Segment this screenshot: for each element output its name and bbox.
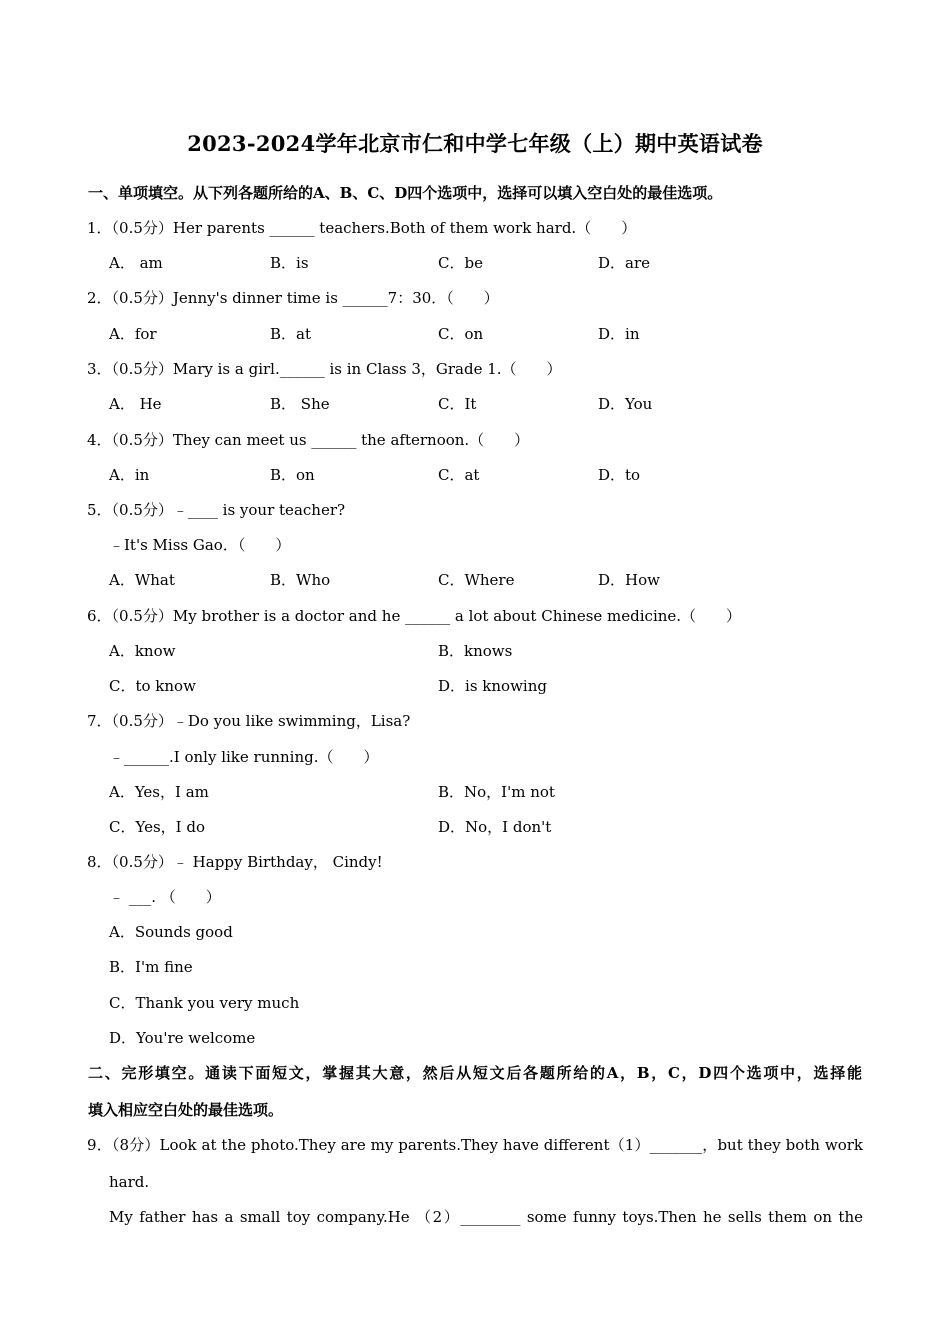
question-6-option-c: C．to know bbox=[109, 677, 196, 695]
question-1-option-b: B．is bbox=[270, 254, 309, 272]
question-1-option-c: C．be bbox=[438, 254, 483, 272]
question-3-stem: 3．（0.5分）Mary is a girl.______ is in Class 3，Grade 1.（ ） bbox=[87, 360, 562, 378]
section-2-heading-cont: 填入相应空白处的最佳选项。 bbox=[88, 1101, 284, 1119]
question-8-option-a: A．Sounds good bbox=[109, 923, 233, 941]
question-3-option-b: B． She bbox=[270, 395, 330, 413]
question-4-option-b: B．on bbox=[270, 466, 315, 484]
question-9-passage-line-3: My father has a small toy company.He （2）________ some funny toys.Then he sells them on the bbox=[109, 1208, 863, 1226]
question-6-option-d: D．is knowing bbox=[438, 677, 547, 695]
question-2-option-d: D．in bbox=[598, 325, 640, 343]
question-5-option-d: D．How bbox=[598, 571, 660, 589]
question-4-option-c: C．at bbox=[438, 466, 480, 484]
question-6-option-a: A．know bbox=[109, 642, 176, 660]
question-1-option-d: D．are bbox=[598, 254, 651, 272]
question-5-response: ﹣It's Miss Gao．（ ） bbox=[109, 536, 291, 554]
question-1-stem: 1．（0.5分）Her parents ______ teachers.Both of them work hard.（ ） bbox=[87, 219, 637, 237]
question-7-option-a: A．Yes，I am bbox=[109, 783, 209, 801]
question-8-option-c: C．Thank you very much bbox=[109, 994, 300, 1012]
question-8-option-d: D．You're welcome bbox=[109, 1029, 256, 1047]
question-7-option-d: D．No，I don't bbox=[438, 818, 552, 836]
question-7-stem: 7．（0.5分）﹣Do you like swimming，Lisa? bbox=[87, 712, 411, 730]
question-2-stem: 2．（0.5分）Jenny's dinner time is ______7：30．（ ） bbox=[87, 289, 499, 307]
question-2-option-c: C．on bbox=[438, 325, 484, 343]
question-6-stem: 6．（0.5分）My brother is a doctor and he ______ a lot about Chinese medicine.（ ） bbox=[87, 607, 742, 625]
question-1-option-a: A． am bbox=[109, 254, 163, 272]
question-8-option-b: B．I'm fine bbox=[109, 958, 193, 976]
question-7-response: ﹣______.I only like running.（ ） bbox=[109, 748, 379, 766]
question-4-option-d: D．to bbox=[598, 466, 641, 484]
section-2-heading: 二、完形填空。通读下面短文，掌握其大意，然后从短文后各题所给的A，B，C，D四个选项中，选择能 bbox=[88, 1064, 862, 1082]
question-4-option-a: A．in bbox=[109, 466, 150, 484]
question-3-option-c: C．It bbox=[438, 395, 477, 413]
question-2-option-b: B．at bbox=[270, 325, 311, 343]
question-9-passage-line-2: hard. bbox=[109, 1173, 150, 1191]
question-3-option-d: D．You bbox=[598, 395, 653, 413]
question-6-option-b: B．knows bbox=[438, 642, 513, 660]
question-7-option-b: B．No，I'm not bbox=[438, 783, 555, 801]
question-8-response: ﹣ ___. （ ） bbox=[109, 888, 221, 906]
question-8-stem: 8．（0.5分）﹣ Happy Birthday， Cindy! bbox=[87, 853, 383, 871]
question-4-stem: 4．（0.5分）They can meet us ______ the afternoon.（ ） bbox=[87, 431, 530, 449]
question-5-option-a: A．What bbox=[109, 571, 175, 589]
question-5-option-c: C．Where bbox=[438, 571, 515, 589]
question-3-option-a: A． He bbox=[109, 395, 162, 413]
section-1-heading: 一、单项填空。从下列各题所给的A、B、C、D四个选项中，选择可以填入空白处的最佳选项。 bbox=[88, 184, 723, 202]
question-5-option-b: B．Who bbox=[270, 571, 331, 589]
page-title: 2023-2024学年北京市仁和中学七年级（上）期中英语试卷 bbox=[187, 131, 763, 156]
question-5-stem: 5．（0.5分）﹣____ is your teacher? bbox=[87, 501, 346, 519]
question-9-passage-line-1: 9．（8分）Look at the photo.They are my parents.They have different（1）_______，but they both work bbox=[87, 1136, 863, 1154]
question-7-option-c: C．Yes，I do bbox=[109, 818, 205, 836]
question-2-option-a: A．for bbox=[109, 325, 157, 343]
